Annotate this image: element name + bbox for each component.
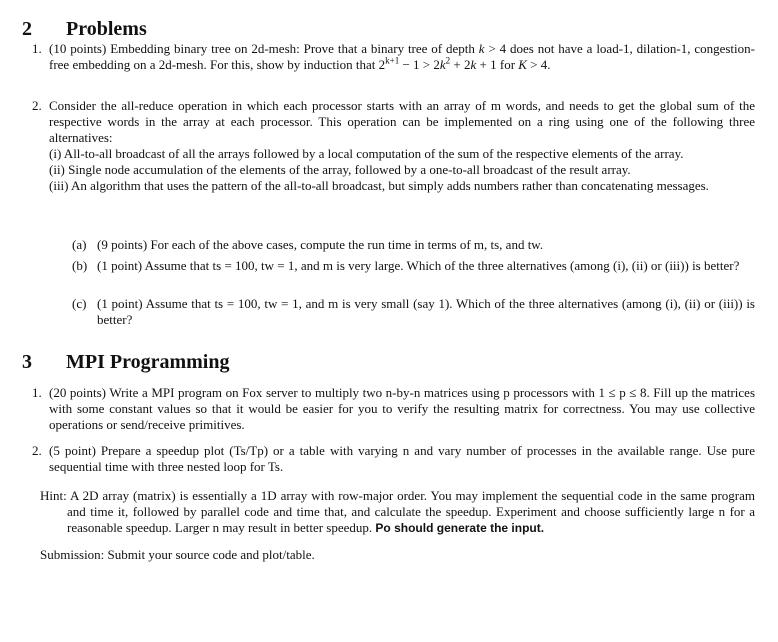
exponent: k+1 (385, 55, 400, 66)
mpi-item-2 (32, 443, 755, 475)
mpi-item-1-label: 1. (32, 385, 42, 400)
problem-2c (72, 296, 755, 328)
problem-2-label: 2. (32, 98, 42, 113)
submission-line: Submission: Submit your source code and plot/table. (40, 547, 315, 562)
problem-2-alt-3: (iii) An algorithm that uses the pattern of the all-to-all broadcast, but simply adds numbers rather than concatenating messages. (49, 178, 709, 193)
problem-2b-text: (1 point) Assume that ts = 100, tw = 1, and m is very large. Which of the three alternatives (among (i), (ii) or (iii)) is better? (97, 258, 740, 273)
section-2-heading (22, 17, 147, 41)
problem-2-alt-1: (i) All-to-all broadcast of all the arrays followed by a local computation of the sum of the respective elements of the array. (49, 146, 684, 161)
hint-paragraph (40, 488, 755, 536)
section-3-heading (22, 350, 230, 374)
problem-2-intro: Consider the all-reduce operation in which each processor starts with an array of m words, and needs to get the global sum of the respective words in the array at each processor. This operation can be implemented on a ring using one of the following three alternatives: (49, 98, 755, 145)
mpi-item-2-text: (5 point) Prepare a speedup plot (Ts/Tp) or a table with varying n and vary number of processes in the available range. Use pure sequential time with three nested loop for Ts. (49, 443, 755, 474)
problem-2a-label: (a) (72, 237, 87, 252)
problem-1-label: 1. (32, 41, 42, 56)
problem-2c-text: (1 point) Assume that ts = 100, tw = 1, and m is very small (say 1). Which of the three alternatives (among (i), (ii) or (iii)) is better? (97, 296, 755, 327)
section-3-title: MPI Programming (66, 351, 230, 373)
mpi-item-1-text: (20 points) Write a MPI program on Fox server to multiply two n-by-n matrices using p processors with 1 ≤ p ≤ 8. Fill up the matrices with some constant values so that it would be easier for you to verify the resulting matrix for correctness. You may use collective operations or send/receive primitives. (49, 385, 755, 432)
section-2-number: 2 (22, 18, 32, 40)
section-2-title: Problems (66, 18, 147, 40)
problem-2b (72, 258, 755, 274)
mpi-item-2-label: 2. (32, 443, 42, 458)
problem-2b-label: (b) (72, 258, 88, 273)
mpi-item-1 (32, 385, 755, 433)
problem-1-text: (10 points) Embedding binary tree on 2d-mesh: Prove that a binary tree of depth k > 4 does not have a load-1, dilation-1, congestion-free embedding on a 2d-mesh. For this, show by induction that $2^{k+1} - 1 > 2k^2 + 2k + 1$ for K > 4. (49, 41, 755, 72)
hint-text: Hint: A 2D array (matrix) is essentially a 1D array with row-major order. You may implement the sequential code in the same program and time it, followed by parallel code and time that, and calculate the speedup. Experiment and choose sufficiently large n for a reasonable speedup. Larger n may result in better speedup. Po should generate the input. (40, 488, 755, 535)
problem-2a-text: (9 points) For each of the above cases, compute the run time in terms of m, ts, and tw. (97, 237, 544, 252)
hint-bold-note: Po should generate the input. (375, 521, 545, 535)
problem-2c-label: (c) (72, 296, 87, 311)
problem-2 (32, 98, 755, 194)
problem-1 (32, 41, 755, 73)
problem-2-alt-2: (ii) Single node accumulation of the elements of the array, followed by a one-to-all broadcast of the result array. (49, 162, 631, 177)
problem-2a (72, 237, 755, 253)
section-3-number: 3 (22, 351, 32, 373)
